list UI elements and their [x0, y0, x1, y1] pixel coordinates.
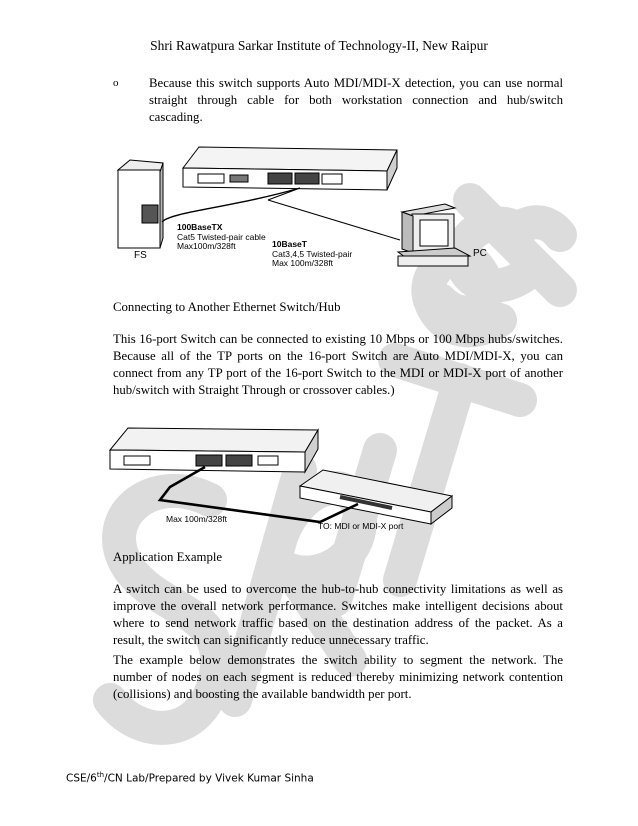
footer-superscript: th: [96, 771, 105, 779]
left-cable-title: 100BaseTX: [177, 222, 223, 232]
bullet-text: Because this switch supports Auto MDI/MDI-X detection, you can use normal straight through cable for both workstation connection and hub/switch cascading.: [149, 76, 563, 124]
page-header: Shri Rawatpura Sarkar Institute of Technology-II, New Raipur: [150, 38, 488, 53]
bullet-marker: o: [113, 77, 119, 89]
page-footer: [66, 771, 314, 785]
right-cable-line1: Cat3,4,5 Twisted-pair: [272, 248, 353, 259]
left-cable-label: [177, 223, 266, 252]
footer-prefix: CSE/6: [66, 772, 97, 785]
paragraph-application-2: The example below demonstrates the switch ability to segment the network. The number of nodes on each segment is reduced thereby minimizing network contention (collisions) and boosting the available bandwidth per port.: [113, 653, 563, 701]
right-cable-label: [272, 240, 352, 269]
bullet-item: [113, 75, 563, 126]
paragraph-connecting: This 16-port Switch can be connected to existing 10 Mbps or 100 Mbps hubs/switches. Because all of the TP ports on the 16-port Switch are Auto MDI/MDI-X, you can connect from any TP port of the 16-port Switch to the MDI or MDI-X port of another hub/switch with Straight Through or crossover cables.): [113, 332, 563, 397]
section-heading-connecting: Connecting to Another Ethernet Switch/Hub: [113, 300, 341, 314]
right-cable-title: 10BaseT: [272, 239, 307, 249]
left-cable-line1: Cat5 Twisted-pair cable: [177, 231, 266, 242]
port-label: TO: MDI or MDI-X port: [318, 521, 404, 531]
left-cable-line2: Max100m/328ft: [177, 241, 236, 251]
right-cable-line2: Max 100m/328ft: [272, 258, 333, 268]
paragraph-application-1: A switch can be used to overcome the hub-to-hub connectivity limitations as well as improve the overall network performance. Switches make intelligent decisions about where to send network traffic based on the destination address of the packet. As a result, the switch can significantly reduce unnecessary traffic.: [113, 582, 563, 647]
fs-label: FS: [134, 250, 147, 261]
section-heading-application: Application Example: [113, 550, 223, 564]
cable-length-label: Max 100m/328ft: [166, 514, 227, 524]
footer-suffix: /CN Lab/Prepared by Vivek Kumar Sinha: [104, 772, 314, 785]
switch2-top: [110, 428, 318, 452]
pc-label: PC: [473, 248, 487, 259]
